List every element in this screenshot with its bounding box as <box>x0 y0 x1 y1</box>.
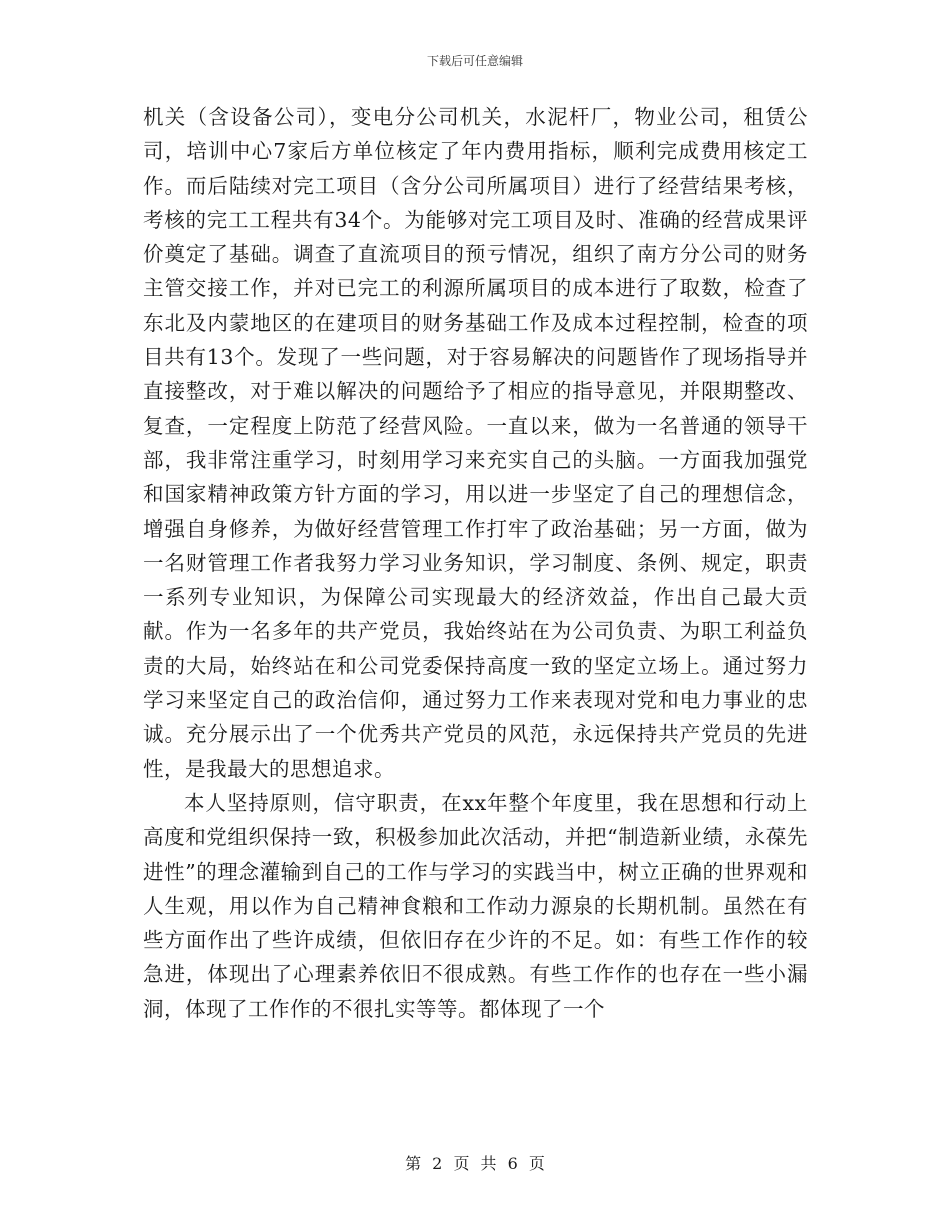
paragraph-continued: 机关（含设备公司），变电分公司机关，水泥杆厂，物业公司，租赁公司，培训中心7家后方单位核定了年内费用指标，顺利完成费用核定工作。而后陆续对完工项目（含分公司所属项目）进行了经营结果考核，考核的完工工程共有34个。为能够对完工项目及时、准确的经营成果评价奠定了基础。调查了直流项目的预亏情况，组织了南方分公司的财务主管交接工作，并对已完工的利源所属项目的成本进行了取数，检查了东北及内蒙地区的在建项目的财务基础工作及成本过程控制，检查的项目共有13个。发现了一些问题，对于容易解决的问题皆作了现场指导并直接整改，对于难以解决的问题给予了相应的指导意见，并限期整改、复查，一定程度上防范了经营风险。一直以来，做为一名普通的领导干部，我非常注重学习，时刻用学习来充实自己的头脑。一方面我加强党和国家精神政策方针方面的学习，用以进一步坚定了自己的理想信念，增强自身修养，为做好经营管理工作打牢了政治基础；另一方面，做为一名财管理工作者我努力学习业务知识，学习制度、条例、规定，职责一系列专业知识，为保障公司实现最大的经济效益，作出自己最大贡献。作为一名多年的共产党员，我始终站在为公司负责、为职工利益负责的大局，始终站在和公司党委保持高度一致的坚定立场上。通过努力学习来坚定自己的政治信仰，通过努力工作来表现对党和电力事业的忠诚。充分展示出了一个优秀共产党员的风范，永远保持共产党员的先进性，是我最大的思想追求。 <box>143 105 808 781</box>
paragraph-self-assessment: 本人坚持原则，信守职责，在xx年整个年度里，我在思想和行动上高度和党组织保持一致，积极参加此次活动，并把“制造新业绩，永葆先进性”的理念灌输到自己的工作与学习的实践当中，树立正确的世界观和人生观，用以作为自己精神食粮和工作动力源泉的长期机制。虽然在有些方面作出了些许成绩，但依旧存在少许的不足。如：有些工作作的较急进，体现出了心理素养依旧不很成熟。有些工作作的也存在一些小漏洞，体现了工作作的不很扎实等等。都体现了一个 <box>143 790 808 1021</box>
page-header: 下载后可任意编辑 <box>426 54 523 68</box>
document-body <box>143 100 808 1026</box>
page-number: 第 2 页 共 6 页 <box>405 1154 545 1173</box>
